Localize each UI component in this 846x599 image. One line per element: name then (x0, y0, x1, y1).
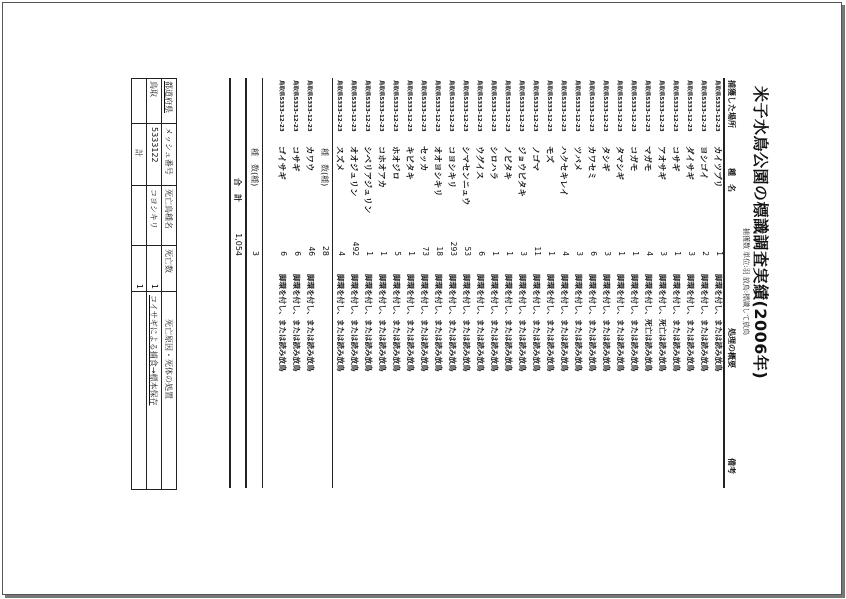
row-place: 鳥取県5333-12-23 (336, 80, 342, 132)
row-count: 1 (631, 251, 640, 256)
row-count: 4 (337, 251, 346, 256)
header-notes: 備考 (727, 458, 736, 474)
row-species: コサギ (670, 146, 680, 172)
row-place: 鳥取県5333-12-23 (546, 80, 552, 132)
rotated-scan-page (93, 78, 773, 595)
death-table-total (131, 79, 146, 489)
death-table-row (146, 79, 161, 489)
row-species: ジョウビタキ (516, 146, 526, 197)
death-h-mesh: メッシュ番号 (164, 127, 173, 175)
table-row (515, 78, 529, 488)
row-species: オオヨシキリ (432, 146, 442, 197)
row-species: ダイサギ (684, 146, 694, 180)
row-count: 11 (533, 246, 542, 256)
death-species: コヨシキリ (149, 189, 158, 229)
row-handling: 脚環を付し、または読み放鳥 (574, 274, 583, 372)
row-place: 鳥取県5333-12-23 (616, 80, 622, 132)
row-species: マガモ (642, 146, 652, 172)
row-place: 鳥取県5333-12-23 (448, 80, 454, 132)
table-row (459, 78, 473, 488)
table-row (303, 78, 317, 488)
row-handling: 脚環を付し、または読み放鳥 (292, 274, 301, 372)
row-handling: 脚環を付し、または読み放鳥 (392, 274, 401, 372)
table-row (711, 78, 725, 488)
row-species: タマシギ (614, 146, 624, 181)
row-place: 鳥取県5333-12-23 (714, 80, 720, 132)
row-handling: 脚環を付し、または読み放鳥 (490, 274, 499, 372)
row-count: 6 (279, 251, 288, 256)
row-count: 3 (519, 251, 528, 256)
table-row (431, 78, 445, 488)
subtotal-value-2: 3 (251, 250, 260, 256)
row-species: キビタキ (404, 146, 414, 181)
table-row (389, 78, 403, 488)
row-place: 鳥取県5333-12-23 (364, 80, 370, 132)
row-place: 鳥取県5333-12-23 (602, 80, 608, 132)
row-place: 鳥取県5333-12-23 (490, 80, 496, 132)
row-place: 鳥取県5333-12-23 (630, 80, 636, 132)
row-place: 鳥取県5333-12-23 (588, 80, 594, 132)
row-handling: 脚環を付し、または読み放鳥 (278, 274, 287, 372)
table-header (723, 78, 739, 488)
row-handling: 脚環を付し、または読み放鳥 (306, 274, 315, 372)
row-handling: 脚環を付し、死亡は読み放鳥 (644, 274, 653, 372)
row-place: 鳥取県5333-12-23 (392, 80, 398, 132)
row-count: 3 (603, 251, 612, 256)
row-count: 1 (491, 251, 500, 256)
row-count: 3 (659, 251, 668, 256)
row-species: タシギ (600, 146, 610, 172)
row-place: 鳥取県5333-12-23 (700, 80, 706, 132)
row-place: 鳥取県5333-12-23 (292, 80, 298, 132)
header-species: 種 名 (727, 168, 736, 192)
grand-total-row (229, 78, 247, 488)
row-place: 鳥取県5333-12-23 (686, 80, 692, 132)
table-row (599, 78, 613, 488)
subtotal-row-2 (248, 78, 263, 488)
row-species: コガモ (628, 146, 638, 172)
row-count: 53 (463, 246, 472, 256)
row-place: 鳥取県5333-12-23 (378, 80, 384, 132)
row-count: 6 (293, 251, 302, 256)
row-handling: 脚環を付し、または読み放鳥 (602, 274, 611, 372)
row-handling: 脚環を付し、または読み放鳥 (686, 274, 695, 372)
document-frame (2, 2, 842, 595)
row-count: 4 (645, 251, 654, 256)
document-title: 米子水鳥公園の標識調査実績(2006年) (751, 86, 770, 380)
table-row (375, 78, 389, 488)
table-row (333, 78, 347, 488)
subtotal-row (318, 78, 333, 488)
row-handling: 脚環を付し、または読み放鳥 (448, 274, 457, 372)
subtotal-value: 28 (321, 245, 330, 256)
row-count: 1 (407, 251, 416, 256)
row-count: 73 (421, 246, 430, 256)
table-row (669, 78, 683, 488)
row-count: 5 (393, 251, 402, 256)
row-species: カワセミ (586, 146, 596, 181)
row-handling: 脚環を付し、または読み放鳥 (588, 274, 597, 372)
row-place: 鳥取県5333-12-23 (476, 80, 482, 132)
row-place: 鳥取県5333-12-23 (574, 80, 580, 132)
table-row (683, 78, 697, 488)
row-species: ノビタキ (502, 146, 512, 181)
row-species: ホオジロ (390, 146, 400, 181)
row-handling: 脚環を付し、または読み放鳥 (476, 274, 485, 372)
divider (132, 123, 176, 124)
grand-total-label: 合 計 (233, 178, 242, 202)
row-handling: 脚環を付し、または読み放鳥 (350, 274, 359, 372)
row-species: カワウ (304, 146, 314, 172)
row-handling: 脚環を付し、または読み放鳥 (504, 274, 513, 372)
row-place: 鳥取県5333-12-23 (658, 80, 664, 132)
table-row (543, 78, 557, 488)
row-species: ハクセキレイ (558, 146, 568, 197)
table-row (655, 78, 669, 488)
death-h-species: 死亡鳥種名 (164, 189, 173, 229)
death-h-pref: 都道府県 (164, 81, 173, 113)
row-handling: 脚環を付し、または読み放鳥 (560, 274, 569, 372)
row-place: 鳥取県5333-12-23 (560, 80, 566, 132)
death-h-cause: 死亡原因・死体の処置 (164, 319, 173, 399)
table-row (403, 78, 417, 488)
row-species: シベリアジュリン (362, 146, 372, 214)
row-species: コホオアカ (376, 146, 386, 189)
table-row (585, 78, 599, 488)
row-handling: 脚環を付し、または読み放鳥 (518, 274, 527, 372)
row-handling: 脚環を付し、または読み放鳥 (546, 274, 555, 372)
row-count: 3 (687, 251, 696, 256)
subtotal-label-2: 種 数(種) (250, 148, 259, 187)
row-handling: 脚環を付し、または読み放鳥 (420, 274, 429, 372)
row-handling: 脚環を付し、または読み放鳥 (336, 274, 345, 372)
subtotal-label: 種 数(種) (320, 148, 329, 187)
row-place: 鳥取県5333-12-23 (306, 80, 312, 132)
row-count: 18 (435, 246, 444, 256)
row-species: スズメ (334, 146, 344, 172)
death-total-label: 計 (134, 149, 143, 157)
row-place: 鳥取県5333-12-23 (406, 80, 412, 132)
row-count: 46 (307, 246, 316, 256)
row-species: ツバメ (572, 146, 582, 172)
table-row (445, 78, 459, 488)
row-species: ゴイサギ (276, 146, 286, 180)
row-count: 1 (617, 251, 626, 256)
row-count: 1 (505, 251, 514, 256)
row-count: 293 (449, 241, 458, 256)
row-species: セッカ (418, 146, 428, 172)
grand-total-value: 1,054 (234, 233, 243, 256)
row-species: カイツブリ (712, 146, 722, 188)
row-handling: 脚環を付し、または読み放鳥 (434, 274, 443, 372)
death-total-count: 1 (135, 283, 144, 289)
divider (132, 185, 176, 186)
death-table (131, 78, 177, 490)
death-table-header (161, 79, 176, 489)
row-place: 鳥取県5333-12-23 (672, 80, 678, 132)
row-place: 鳥取県5333-12-23 (350, 80, 356, 132)
row-place: 鳥取県5333-12-23 (532, 80, 538, 132)
table-row (361, 78, 375, 488)
death-cause: コイサギによる捕食→標本保存 (149, 295, 158, 406)
death-h-count: 死亡数 (164, 249, 173, 273)
row-place: 鳥取県5333-12-23 (278, 80, 284, 132)
row-species: シマセンニュウ (460, 146, 470, 206)
row-count: 1 (365, 251, 374, 256)
row-count: 4 (561, 251, 570, 256)
row-count: 492 (351, 241, 360, 256)
row-count: 1 (673, 251, 682, 256)
row-species: ヨシゴイ (698, 146, 708, 180)
row-count: 1 (715, 251, 724, 256)
row-handling: 脚環を付し、または読み放鳥 (462, 274, 471, 372)
row-handling: 脚環を付し、または読み放鳥 (630, 274, 639, 372)
table-row (473, 78, 487, 488)
header-handling: 処理の概要 (727, 328, 736, 368)
row-place: 鳥取県5333-12-23 (504, 80, 510, 132)
table-row (275, 78, 289, 488)
row-handling: 脚環を付し、または読み放鳥 (532, 274, 541, 372)
row-handling: 脚環を付し、または読み放鳥 (714, 274, 723, 372)
row-handling: 脚環を付し、または読み放鳥 (616, 274, 625, 372)
row-species: オオジュリン (348, 146, 358, 197)
death-count: 1 (150, 283, 159, 289)
row-place: 鳥取県5333-12-23 (518, 80, 524, 132)
death-pref: 鳥取 (149, 81, 158, 97)
table-row (627, 78, 641, 488)
row-place: 鳥取県5333-12-23 (462, 80, 468, 132)
table-row (347, 78, 361, 488)
table-row (501, 78, 515, 488)
divider (132, 245, 176, 246)
table-row (289, 78, 303, 488)
row-handling: 脚環を付し、または読み放鳥 (378, 274, 387, 372)
row-species: コサギ (290, 146, 300, 172)
death-mesh: 5333122 (150, 127, 159, 163)
row-count: 2 (701, 251, 710, 256)
row-count: 6 (477, 251, 486, 256)
row-handling: 脚環を付し、または読み放鳥 (406, 274, 415, 372)
row-handling: 脚環を付し、または読み放鳥 (672, 274, 681, 372)
table-row (557, 78, 571, 488)
table-row (697, 78, 711, 488)
table-row (613, 78, 627, 488)
row-species: コヨシキリ (446, 146, 456, 189)
table-row (529, 78, 543, 488)
divider (132, 291, 176, 292)
row-count: 6 (589, 251, 598, 256)
row-species: モズ (544, 146, 554, 164)
header-place: 捕獲した場所 (727, 80, 736, 128)
row-species: シロハラ (488, 146, 498, 181)
table-row (641, 78, 655, 488)
row-handling: 脚環を付し、または読み放鳥 (700, 274, 709, 372)
row-handling: 脚環を付し、または読み放鳥 (364, 274, 373, 372)
row-count: 1 (547, 251, 556, 256)
unit-note: 捕獲数 単位:羽 放鳥:標識して放鳥 (742, 228, 750, 336)
table-row (571, 78, 585, 488)
table-row (417, 78, 431, 488)
row-place: 鳥取県5333-12-23 (644, 80, 650, 132)
row-place: 鳥取県5333-12-23 (434, 80, 440, 132)
row-species: ノゴマ (530, 146, 540, 172)
row-count: 1 (379, 251, 388, 256)
row-species: ウグイス (474, 146, 484, 180)
row-place: 鳥取県5333-12-23 (420, 80, 426, 132)
table-row (487, 78, 501, 488)
row-species: アオサギ (656, 146, 666, 180)
row-handling: 脚環を付し、死亡は読み放鳥 (658, 274, 667, 372)
row-count: 3 (575, 251, 584, 256)
